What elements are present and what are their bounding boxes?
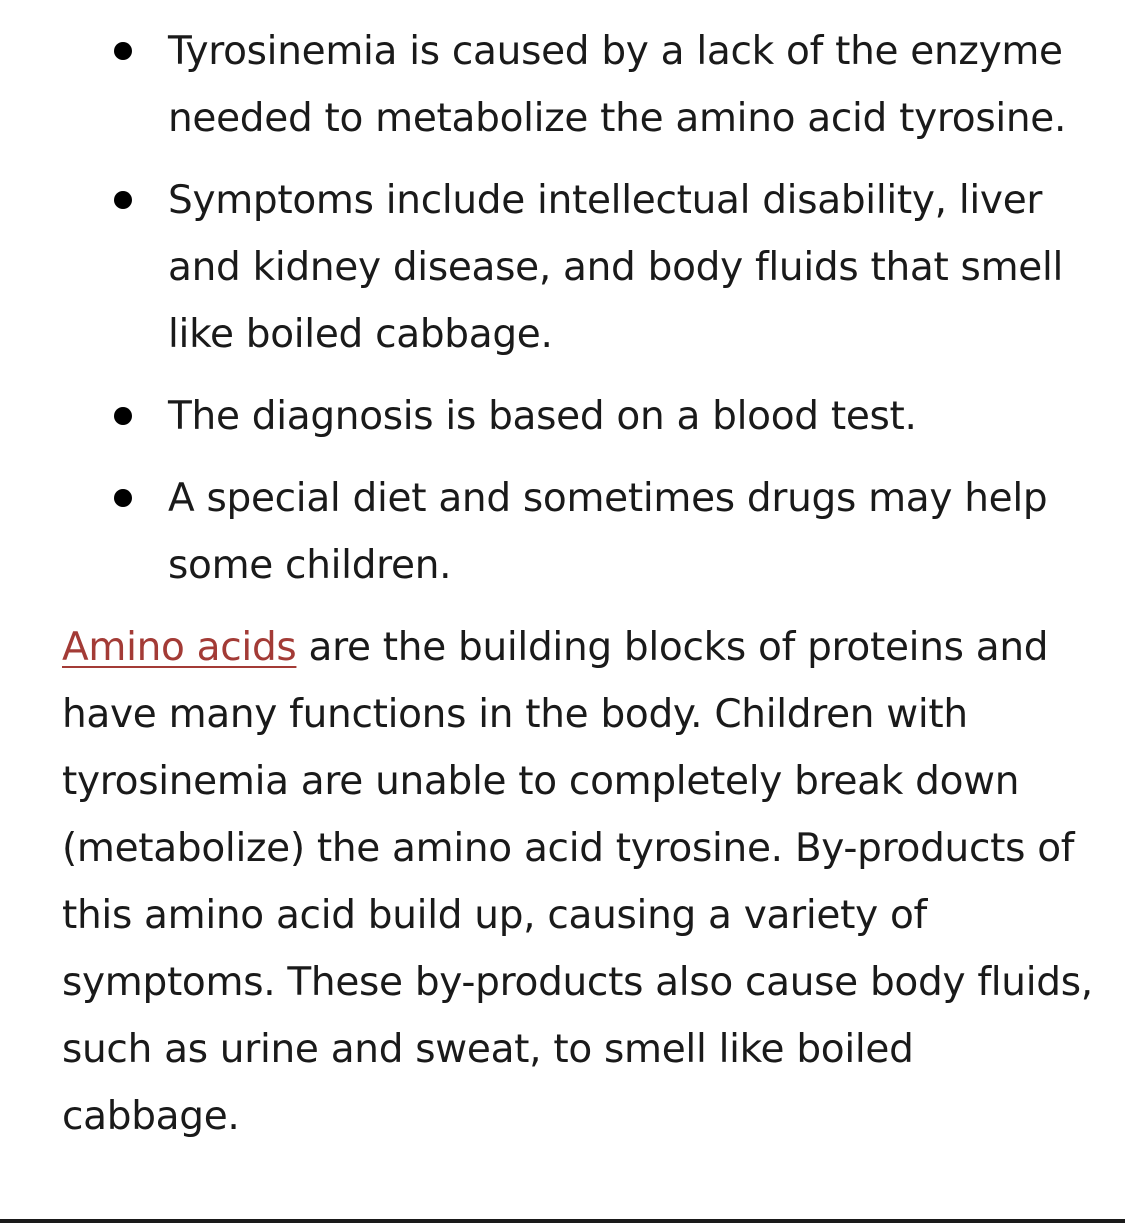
bullet-icon xyxy=(114,407,132,425)
key-point-text: Tyrosinemia is caused by a lack of the enzyme needed to metabolize the amino acid tyrosine. xyxy=(168,29,1067,141)
key-points-list xyxy=(62,18,1102,599)
amino-acids-link[interactable]: Amino acids xyxy=(62,625,297,670)
key-point-4 xyxy=(62,465,1102,599)
body-paragraph xyxy=(62,614,1102,1150)
article-content xyxy=(62,18,1102,1150)
key-point-text: The diagnosis is based on a blood test. xyxy=(168,394,917,439)
key-point-text: Symptoms include intellectual disability, liver and kidney disease, and body fluids that smell like boiled cabbage. xyxy=(168,178,1064,357)
key-point-1 xyxy=(62,18,1102,152)
key-point-text: A special diet and sometimes drugs may help some children. xyxy=(168,476,1048,588)
paragraph-text: are the building blocks of proteins and have many functions in the body. Children with tyrosinemia are unable to completely break down (metabolize) the amino acid tyrosine. By-products of this amino acid build up, causing a variety of symptoms. These by-products also cause body fluids, such as urine and sweat, to smell like boiled cabbage. xyxy=(62,625,1093,1139)
key-point-3 xyxy=(62,383,1102,450)
key-point-2 xyxy=(62,167,1102,368)
bullet-icon xyxy=(114,489,132,507)
bullet-icon xyxy=(114,42,132,60)
bullet-icon xyxy=(114,191,132,209)
bottom-divider xyxy=(0,1219,1125,1223)
